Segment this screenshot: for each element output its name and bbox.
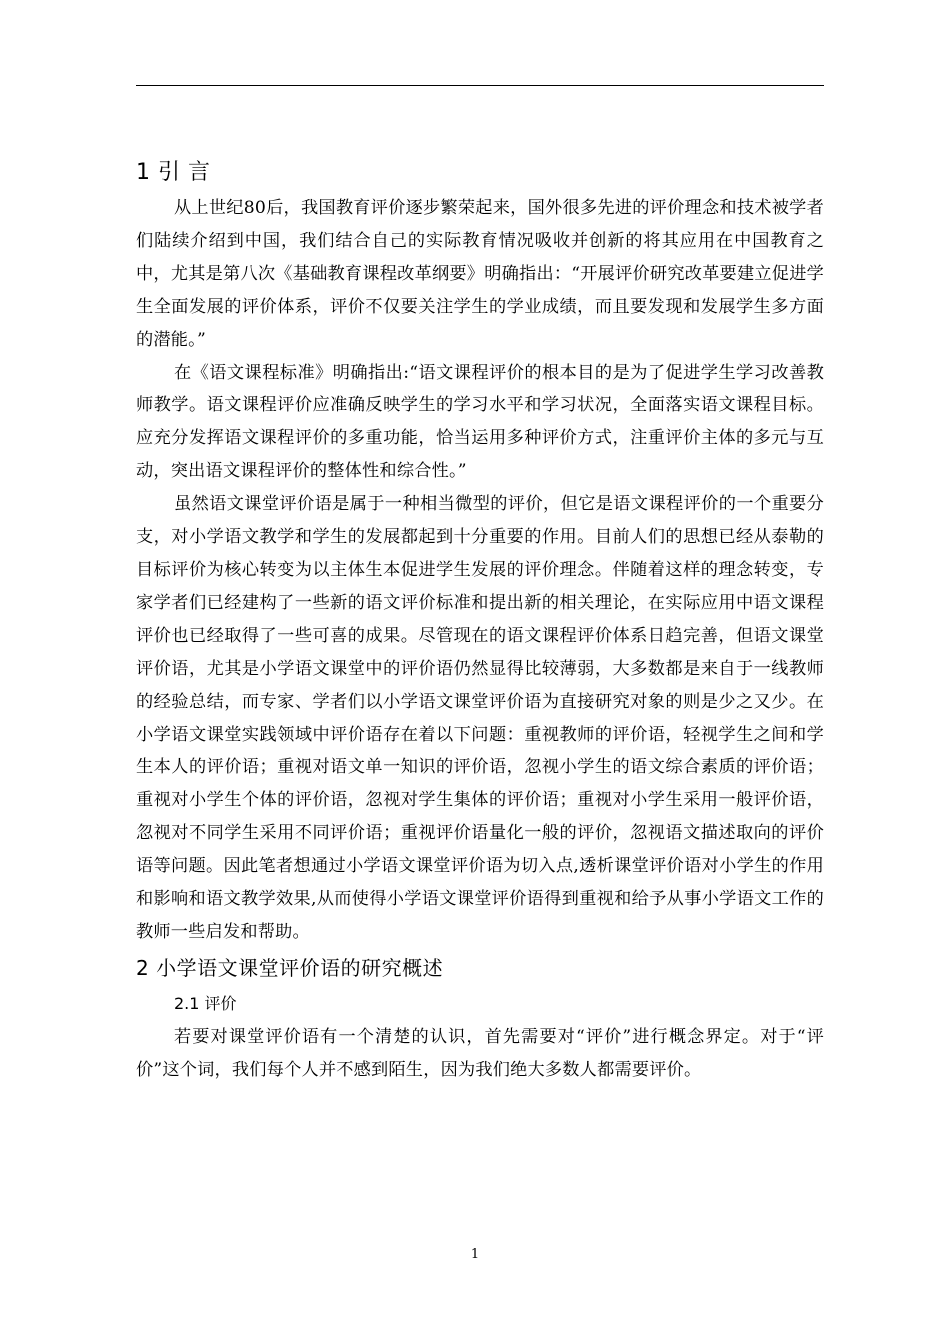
page-content	[136, 154, 824, 1087]
page-number: 1	[470, 1247, 480, 1262]
subsection-2-1-paragraph-1: 若要对课堂评价语有一个清楚的认识，首先需要对“评价”进行概念界定。对于“评价”这个词，我们每个人并不感到陌生，因为我们绝大多数人都需要评价。	[136, 1026, 824, 1080]
section-1-heading: 1 引 言	[136, 160, 211, 185]
subsection-2-1-heading: 2.1 评价	[174, 993, 237, 1013]
section-2-heading: 2 小学语文课堂评价语的研究概述	[136, 955, 444, 980]
section-1-paragraph-3: 虽然语文课堂评价语是属于一种相当微型的评价，但它是语文课程评价的一个重要分支，对小学语文教学和学生的发展都起到十分重要的作用。目前人们的思想已经从泰勒的目标评价为核心转变为以主体生本促进学生发展的评价理念。伴随着这样的理念转变，专家学者们已经建构了一些新的语文评价标准和提出新的相关理论，在实际应用中语文课程评价也已经取得了一些可喜的成果。尽管现在的语文课程评价体系日趋完善，但语文课堂评价语，尤其是小学语文课堂中的评价语仍然显得比较薄弱，大多数都是来自于一线教师的经验总结，而专家、学者们以小学语文课堂评价语为直接研究对象的则是少之又少。在小学语文课堂实践领域中评价语存在着以下问题：重视教师的评价语，轻视学生之间和学生本人的评价语；重视对语文单一知识的评价语，忽视小学生的语文综合素质的评价语；重视对小学生个体的评价语，忽视对学生集体的评价语；重视对小学生采用一般评价语，忽视对不同学生采用不同评价语；重视评价语量化一般的评价，忽视语文描述取向的评价语等问题。因此笔者想通过小学语文课堂评价语为切入点,透析课堂评价语对小学生的作用和影响和语文教学效果,从而使得小学语文课堂评价语得到重视和给予从事小学语文工作的教师一些启发和帮助。	[136, 494, 824, 942]
section-1-paragraph-2: 在《语文课程标准》明确指出:“语文课程评价的根本目的是为了促进学生学习改善教师教学。语文课程评价应准确反映学生的学习水平和学习状况，全面落实语文课程目标。应充分发挥语文课程评价的多重功能，恰当运用多种评价方式，注重评价主体的多元与互动，突出语文课程评价的整体性和综合性。”	[136, 362, 824, 482]
header-rule	[136, 85, 824, 86]
section-1-paragraph-1: 从上世纪80后，我国教育评价逐步繁荣起来，国外很多先进的评价理念和技术被学者们陆续介绍到中国，我们结合自己的实际教育情况吸收并创新的将其应用在中国教育之中，尤其是第八次《基础教育课程改革纲要》明确指出：“开展评价研究改革要建立促进学生全面发展的评价体系，评价不仅要关注学生的学业成绩，而且要发现和发展学生多方面的潜能。”	[136, 198, 824, 350]
